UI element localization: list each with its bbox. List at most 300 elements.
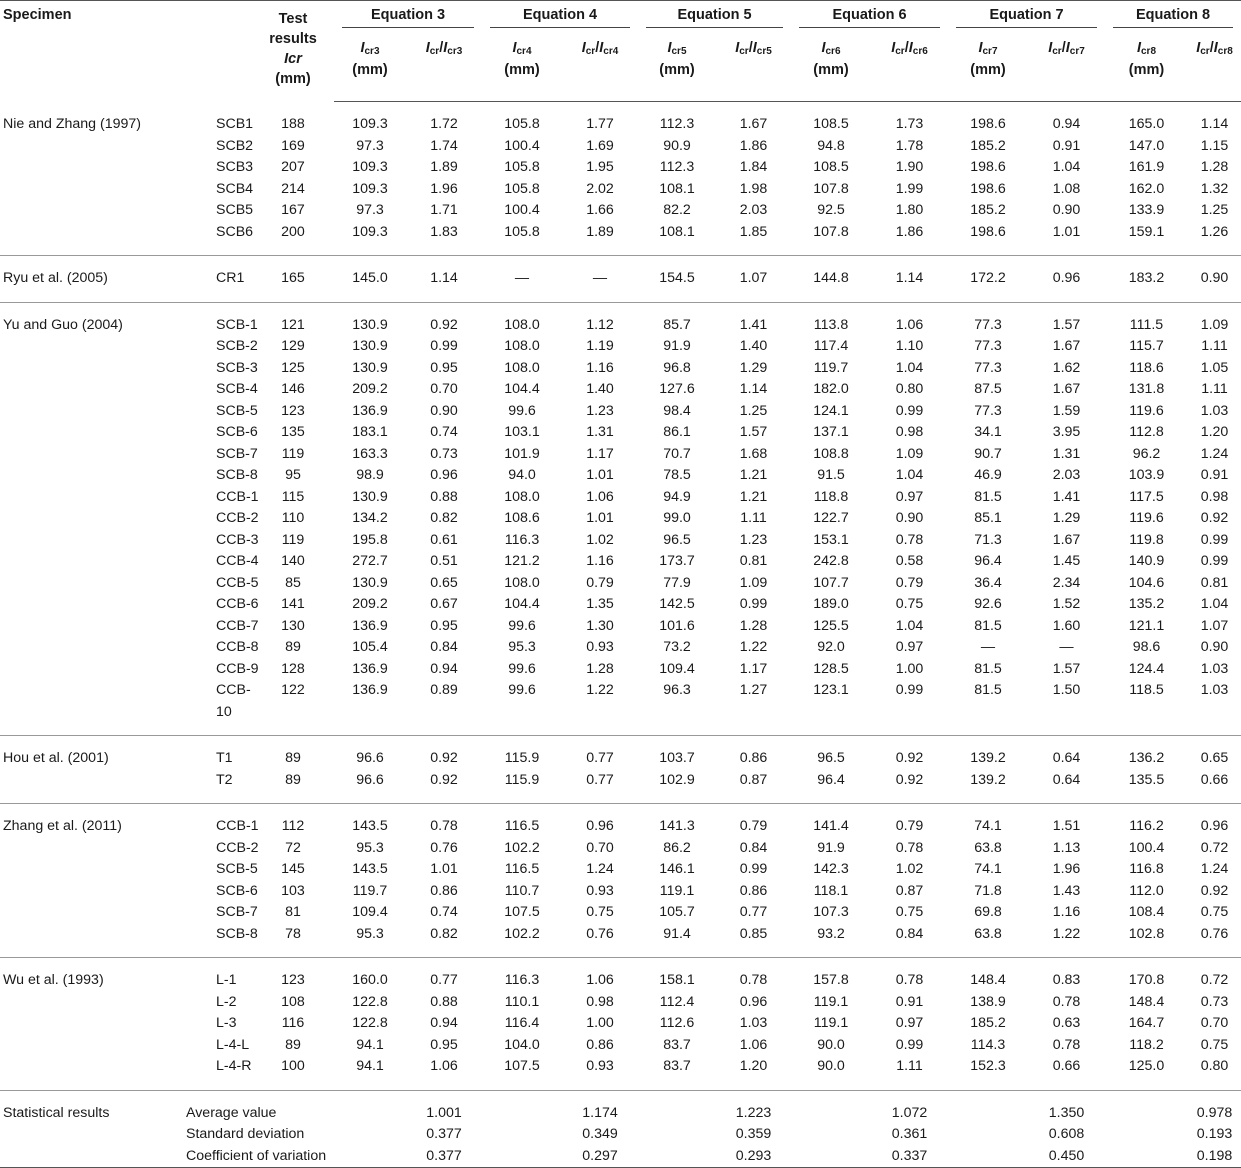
- value-cell: 183.1: [352, 424, 388, 440]
- value-cell: 99.6: [508, 682, 536, 698]
- value-cell: 0.88: [430, 993, 458, 1010]
- value-cell: 163.3: [352, 445, 388, 462]
- value-cell: 105.8: [504, 159, 540, 175]
- table-row: [0, 616, 1241, 638]
- specimen-code: SCB-2: [216, 338, 258, 354]
- value-cell: 108.6: [504, 510, 540, 526]
- table-row: [0, 659, 1241, 681]
- test-result-cell: 200: [281, 223, 305, 240]
- value-cell: 0.77: [739, 904, 768, 920]
- value-cell: 119.6: [1129, 510, 1164, 526]
- specimen-code: CCB-4: [216, 553, 259, 569]
- group-name: [0, 465, 168, 487]
- value-cell: 1.57: [739, 424, 768, 440]
- test-result-cell: 78: [285, 925, 301, 942]
- table-row: [0, 358, 1241, 380]
- table-row: [0, 200, 1241, 222]
- table-row: [0, 444, 1241, 466]
- value-cell: 101.6: [659, 617, 695, 634]
- specimen-code: L-4-R: [216, 1058, 252, 1074]
- value-cell: 1.50: [1052, 682, 1081, 698]
- table-row: [0, 114, 1241, 136]
- value-cell: 0.92: [430, 316, 458, 333]
- value-cell: 139.2: [970, 750, 1006, 766]
- value-cell: 1.24: [1200, 445, 1229, 462]
- value-cell: 1.11: [896, 1058, 923, 1074]
- value-cell: 138.9: [970, 993, 1006, 1010]
- group-name: [0, 637, 168, 659]
- value-cell: 105.8: [504, 180, 540, 197]
- value-cell: 96.6: [356, 750, 384, 766]
- value-cell: 112.3: [659, 159, 695, 175]
- group-name: Zhang et al. (2011): [3, 818, 122, 834]
- value-cell: 185.2: [970, 137, 1006, 154]
- value-cell: 71.3: [974, 531, 1002, 548]
- statistics-row: [0, 1146, 1241, 1168]
- value-cell: 1.67: [1052, 338, 1081, 354]
- value-cell: 145.0: [352, 270, 388, 286]
- value-cell: 0.75: [895, 596, 924, 612]
- value-cell: 97.3: [356, 137, 384, 154]
- value-cell: 77.3: [974, 359, 1002, 376]
- statistic-value: 1.072: [891, 1104, 928, 1121]
- value-cell: 0.93: [586, 639, 614, 655]
- value-cell: 1.06: [430, 1058, 458, 1074]
- value-cell: 103.7: [659, 750, 695, 766]
- value-cell: 0.99: [430, 338, 458, 354]
- test-result-cell: 116: [281, 1015, 305, 1031]
- value-cell: 1.40: [739, 338, 768, 354]
- value-cell: 63.8: [974, 925, 1002, 942]
- group-name: [0, 1035, 168, 1057]
- value-cell: 1.23: [586, 402, 614, 419]
- value-cell: 0.87: [895, 882, 924, 899]
- value-cell: 108.0: [504, 359, 540, 376]
- value-cell: 1.08: [1052, 180, 1081, 197]
- value-cell: 1.24: [1200, 861, 1229, 877]
- value-cell: 0.70: [430, 381, 458, 397]
- value-cell: 1.05: [1200, 359, 1229, 376]
- group-name: [0, 838, 168, 860]
- value-cell: 112.0: [1129, 882, 1164, 899]
- value-cell: 1.84: [739, 159, 768, 175]
- value-cell: 161.9: [1128, 159, 1165, 175]
- value-cell: 94.1: [356, 1036, 384, 1053]
- value-cell: 70.7: [663, 445, 691, 462]
- value-cell: 119.1: [813, 993, 849, 1010]
- value-cell: 0.76: [586, 925, 614, 942]
- value-cell: 209.2: [352, 381, 388, 397]
- group-name: Hou et al. (2001): [3, 750, 109, 766]
- value-cell: 1.07: [739, 270, 768, 286]
- value-cell: 0.63: [1052, 1015, 1081, 1031]
- value-cell: 198.6: [970, 116, 1006, 132]
- value-cell: 109.3: [352, 180, 388, 197]
- value-cell: 81.5: [974, 682, 1002, 698]
- group-name: [0, 401, 168, 423]
- value-cell: 116.8: [1129, 861, 1164, 877]
- subheader-icr5: $I_{cr5}$ (mm): [638, 33, 716, 102]
- value-cell: 1.00: [895, 660, 924, 677]
- value-cell: 91.9: [817, 839, 845, 856]
- value-cell: 0.89: [430, 682, 458, 698]
- value-cell: 195.8: [352, 531, 388, 548]
- value-cell: 122.8: [352, 993, 388, 1010]
- value-cell: 82.2: [663, 202, 691, 218]
- value-cell: 133.9: [1128, 202, 1165, 218]
- specimen-code: SCB6: [216, 223, 254, 240]
- value-cell: 0.70: [1200, 1015, 1229, 1031]
- value-cell: 1.25: [739, 402, 768, 419]
- subheader-icr7: $I_{cr7}$ (mm): [948, 33, 1028, 102]
- value-cell: 0.79: [586, 574, 614, 591]
- specimen-code: SCB-7: [216, 904, 258, 920]
- value-cell: 92.0: [817, 639, 845, 655]
- value-cell: 0.75: [586, 904, 614, 920]
- test-result-cell: 123: [281, 402, 305, 419]
- value-cell: 117.5: [1129, 488, 1164, 505]
- value-cell: 63.8: [974, 839, 1002, 856]
- value-cell: 96.5: [817, 750, 845, 766]
- value-cell: 91.4: [663, 925, 691, 942]
- value-cell: 95.3: [356, 839, 384, 856]
- value-cell: 122.8: [352, 1015, 388, 1031]
- header-test-results: Test results Icr (mm): [252, 1, 334, 102]
- test-result-cell: 125: [281, 359, 305, 376]
- value-cell: 0.77: [430, 972, 458, 988]
- value-cell: 136.9: [352, 402, 388, 419]
- value-cell: 1.78: [895, 137, 924, 154]
- value-cell: 119.6: [1129, 402, 1164, 419]
- test-result-cell: 103: [281, 882, 305, 899]
- value-cell: 91.5: [817, 467, 845, 483]
- header-equation-4: Equation 4: [482, 1, 638, 34]
- value-cell: 1.27: [739, 682, 768, 698]
- subheader-icr8: $I_{cr8}$ (mm): [1105, 33, 1188, 102]
- value-cell: 1.96: [1052, 861, 1081, 877]
- value-cell: 111.5: [1129, 316, 1164, 333]
- value-cell: 1.89: [586, 223, 614, 240]
- value-cell: 1.20: [739, 1058, 768, 1074]
- value-cell: 0.79: [895, 818, 924, 834]
- value-cell: 0.94: [430, 1015, 458, 1031]
- specimen-code: SCB-8: [216, 925, 258, 942]
- value-cell: 1.22: [586, 682, 614, 698]
- value-cell: 115.9: [504, 771, 540, 788]
- value-cell: 130.9: [352, 316, 388, 333]
- value-cell: 1.69: [586, 137, 614, 154]
- specimen-code: L-2: [216, 993, 237, 1010]
- value-cell: 0.73: [1200, 993, 1229, 1010]
- value-cell: 1.95: [586, 159, 614, 175]
- value-cell: 1.11: [1201, 381, 1228, 397]
- value-cell: 102.2: [504, 925, 540, 942]
- value-cell: 0.77: [586, 771, 614, 788]
- value-cell: 128.5: [813, 660, 849, 677]
- value-cell: 0.87: [739, 771, 768, 788]
- group-name: Ryu et al. (2005): [3, 270, 108, 286]
- value-cell: 1.32: [1200, 180, 1229, 197]
- table-row: [0, 157, 1241, 179]
- statistics-row: [0, 1103, 1241, 1125]
- value-cell: 0.79: [895, 574, 924, 591]
- table-row: [0, 422, 1241, 444]
- group-name: [0, 200, 168, 222]
- table-row: [0, 902, 1241, 924]
- statistic-value: 1.350: [1048, 1104, 1085, 1121]
- statistics-title: [0, 1124, 168, 1146]
- value-cell: 0.99: [895, 1036, 924, 1053]
- value-cell: 100.4: [1128, 839, 1165, 856]
- table-row: [0, 594, 1241, 616]
- value-cell: 1.26: [1200, 223, 1229, 240]
- value-cell: 117.4: [813, 338, 849, 354]
- table-body: [0, 102, 1241, 1168]
- group-name: [0, 422, 168, 444]
- specimen-code: L-3: [216, 1015, 237, 1031]
- statistic-value: 0.297: [562, 1146, 638, 1168]
- statistic-value: 1.223: [735, 1104, 772, 1121]
- value-cell: 164.7: [1128, 1015, 1165, 1031]
- statistics-title: Statistical results: [3, 1104, 110, 1121]
- value-cell: 1.28: [1200, 159, 1229, 175]
- value-cell: 1.19: [586, 338, 614, 354]
- value-cell: 0.82: [430, 510, 458, 526]
- value-cell: 1.89: [430, 159, 458, 175]
- group-name: [0, 881, 168, 903]
- value-cell: 141.3: [659, 818, 695, 834]
- value-cell: 98.4: [663, 402, 691, 419]
- value-cell: 83.7: [663, 1036, 691, 1053]
- value-cell: 1.41: [1052, 488, 1081, 505]
- value-cell: 1.30: [586, 617, 614, 634]
- empty-cell: [0, 702, 168, 724]
- value-cell: 1.62: [1052, 359, 1081, 376]
- specimen-code: SCB-3: [216, 359, 258, 376]
- value-cell: 1.31: [586, 424, 614, 440]
- specimen-code: CCB-6: [216, 596, 259, 612]
- value-cell: 0.99: [895, 402, 924, 419]
- specimen-code: CCB-: [216, 682, 251, 698]
- value-cell: 0.65: [430, 574, 458, 591]
- value-cell: 0.78: [1052, 1036, 1081, 1053]
- table-header: [0, 1, 1241, 102]
- value-cell: 153.1: [813, 531, 849, 548]
- value-cell: 1.03: [1200, 402, 1229, 419]
- specimen-code: L-1: [216, 972, 237, 988]
- test-result-cell: 141: [281, 596, 305, 612]
- value-cell: 1.99: [895, 180, 924, 197]
- value-cell: 0.66: [1200, 771, 1229, 788]
- value-cell: 107.8: [813, 180, 849, 197]
- value-cell: 107.5: [504, 1058, 540, 1074]
- group-name: [0, 1056, 168, 1078]
- value-cell: 1.59: [1052, 402, 1081, 419]
- value-cell: 100.4: [504, 137, 540, 154]
- value-cell: 1.57: [1052, 316, 1081, 333]
- subheader-ratio-icr4: $I_{cr}/I_{cr4}$: [562, 33, 638, 102]
- value-cell: 85.1: [974, 510, 1002, 526]
- value-cell: 107.7: [813, 574, 849, 591]
- value-cell: 1.16: [1052, 904, 1081, 920]
- value-cell: 1.29: [1052, 510, 1081, 526]
- value-cell: 96.4: [974, 553, 1002, 569]
- table-row: [0, 465, 1241, 487]
- value-cell: 94.1: [356, 1058, 384, 1074]
- table-row: [0, 924, 1241, 946]
- value-cell: 103.1: [504, 424, 540, 440]
- value-cell: 0.80: [1200, 1058, 1229, 1074]
- value-cell: 121.1: [1128, 617, 1165, 634]
- group-name: [0, 659, 168, 681]
- value-cell: 0.81: [1200, 574, 1229, 591]
- group-name: [0, 508, 168, 530]
- value-cell: 0.93: [586, 882, 614, 899]
- value-cell: 148.4: [1128, 993, 1165, 1010]
- value-cell: 198.6: [970, 159, 1006, 175]
- value-cell: 0.85: [739, 925, 768, 942]
- value-cell: 0.90: [1052, 202, 1081, 218]
- value-cell: 109.3: [352, 223, 388, 240]
- value-cell: 1.01: [586, 467, 614, 483]
- value-cell: 98.9: [356, 467, 384, 483]
- table-row: [0, 1035, 1241, 1057]
- table-row: [0, 859, 1241, 881]
- group-name: [0, 444, 168, 466]
- specimen-code: SCB4: [216, 180, 254, 197]
- specimen-code: CCB-1: [216, 488, 259, 505]
- value-cell: 1.04: [895, 467, 924, 483]
- group-name: [0, 487, 168, 509]
- value-cell: 172.2: [970, 270, 1006, 286]
- table-row: [0, 401, 1241, 423]
- test-result-cell: 145: [281, 861, 305, 877]
- value-cell: 0.78: [430, 818, 458, 834]
- table-row: [0, 179, 1241, 201]
- value-cell: 1.03: [739, 1015, 768, 1031]
- value-cell: 1.09: [739, 574, 768, 591]
- test-result-cell: 214: [281, 180, 305, 197]
- value-cell: 74.1: [974, 818, 1002, 834]
- value-cell: 0.88: [430, 488, 458, 505]
- table-row: [0, 551, 1241, 573]
- value-cell: 130.9: [352, 574, 388, 591]
- value-cell: 0.98: [895, 424, 924, 440]
- value-cell: 112.4: [659, 993, 695, 1010]
- value-cell: 0.98: [586, 993, 614, 1010]
- value-cell: 0.94: [1052, 116, 1081, 132]
- value-cell: 1.80: [895, 202, 924, 218]
- value-cell: 1.07: [1200, 617, 1229, 634]
- value-cell: 0.84: [739, 839, 768, 856]
- specimen-code: SCB3: [216, 159, 254, 175]
- test-result-cell: 165: [281, 270, 305, 286]
- value-cell: 135.5: [1128, 771, 1165, 788]
- value-cell: 99.6: [508, 617, 536, 634]
- value-cell: 104.0: [504, 1036, 540, 1053]
- value-cell: 1.12: [586, 316, 614, 333]
- value-cell: 119.7: [352, 882, 388, 899]
- value-cell: 90.7: [974, 445, 1002, 462]
- value-cell: —: [1059, 639, 1074, 655]
- statistic-value: 0.193: [1196, 1126, 1233, 1142]
- group-name: [0, 680, 168, 702]
- value-cell: 0.96: [1200, 818, 1229, 834]
- value-cell: 0.97: [895, 1015, 924, 1031]
- value-cell: 112.6: [659, 1015, 695, 1031]
- specimen-code: CCB-1: [216, 818, 259, 834]
- specimen-code: SCB-6: [216, 424, 258, 440]
- value-cell: 71.8: [974, 882, 1002, 899]
- subheader-icr4: $I_{cr4}$ (mm): [482, 33, 562, 102]
- value-cell: 116.5: [504, 818, 540, 834]
- value-cell: 165.0: [1128, 116, 1165, 132]
- value-cell: 0.91: [1200, 467, 1229, 483]
- specimen-code: CR1: [216, 270, 245, 286]
- value-cell: 1.11: [740, 510, 767, 526]
- value-cell: 189.0: [813, 596, 849, 612]
- value-cell: 109.3: [352, 159, 388, 175]
- specimen-code: CCB-2: [216, 839, 259, 856]
- value-cell: 102.2: [504, 839, 540, 856]
- value-cell: 1.68: [739, 445, 768, 462]
- value-cell: 115.9: [504, 750, 540, 766]
- value-cell: 135.2: [1128, 596, 1165, 612]
- specimen-code: CCB-8: [216, 639, 259, 655]
- value-cell: 124.4: [1128, 660, 1165, 677]
- value-cell: 1.04: [895, 359, 924, 376]
- value-cell: 125.0: [1128, 1058, 1165, 1074]
- value-cell: 1.90: [895, 159, 924, 175]
- statistic-value: 0.198: [1188, 1146, 1241, 1168]
- value-cell: 1.06: [895, 316, 924, 333]
- value-cell: 1.41: [739, 316, 768, 333]
- value-cell: 113.8: [813, 316, 849, 333]
- value-cell: 162.0: [1128, 180, 1165, 197]
- value-cell: 1.73: [895, 116, 924, 132]
- specimen-code: SCB-5: [216, 861, 258, 877]
- value-cell: 0.80: [895, 381, 924, 397]
- value-cell: 119.7: [813, 359, 849, 376]
- group-name: Nie and Zhang (1997): [3, 116, 142, 132]
- specimen-code: SCB5: [216, 202, 254, 218]
- value-cell: 1.11: [1201, 338, 1228, 354]
- value-cell: 141.4: [813, 818, 849, 834]
- subheader-ratio-icr5: $I_{cr}/I_{cr5}$: [716, 33, 791, 102]
- value-cell: 77.3: [974, 402, 1002, 419]
- value-cell: 1.06: [586, 972, 614, 988]
- value-cell: 242.8: [813, 553, 849, 569]
- value-cell: 118.5: [1129, 682, 1164, 698]
- value-cell: 107.3: [813, 904, 849, 920]
- value-cell: 185.2: [970, 1015, 1006, 1031]
- test-result-cell: 188: [281, 116, 305, 132]
- value-cell: 1.45: [1052, 553, 1081, 569]
- value-cell: 104.6: [1128, 574, 1165, 591]
- statistic-value: 1.174: [582, 1104, 618, 1121]
- value-cell: 92.5: [817, 202, 845, 218]
- value-cell: 110.7: [504, 882, 540, 899]
- group-name: Yu and Guo (2004): [3, 316, 123, 333]
- value-cell: 0.86: [739, 750, 768, 766]
- value-cell: 0.61: [430, 531, 458, 548]
- value-cell: —: [514, 270, 530, 286]
- value-cell: 94.0: [508, 467, 536, 483]
- test-result-cell: 146: [281, 381, 305, 397]
- value-cell: 0.79: [739, 818, 768, 834]
- value-cell: 95.3: [356, 925, 384, 942]
- value-cell: 0.92: [430, 771, 458, 788]
